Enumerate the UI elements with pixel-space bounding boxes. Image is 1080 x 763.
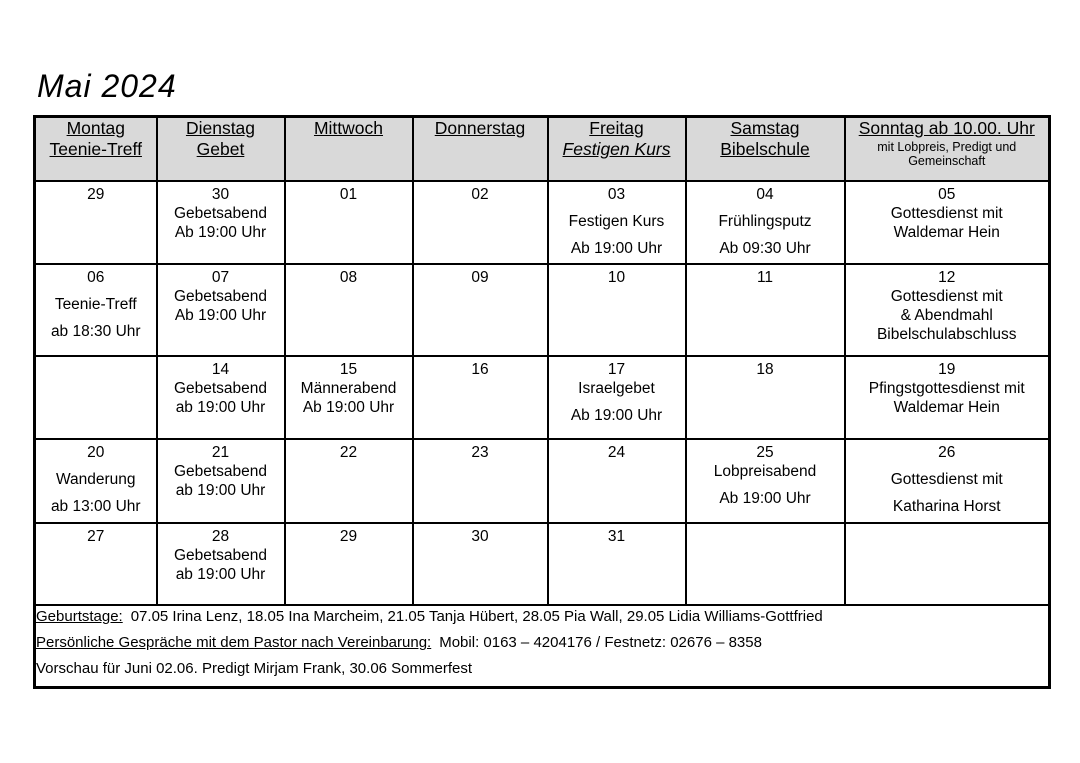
day-number: 06 bbox=[87, 269, 105, 286]
header-sonntag bbox=[845, 117, 1050, 182]
week-row bbox=[35, 439, 1050, 523]
day-cell bbox=[35, 264, 157, 356]
day-cell bbox=[285, 356, 413, 439]
day-number: 11 bbox=[756, 269, 774, 286]
header-montag bbox=[35, 117, 157, 182]
calendar-body bbox=[35, 181, 1050, 605]
day-number: 25 bbox=[756, 444, 774, 461]
day-number: 12 bbox=[938, 269, 956, 286]
day-number: 14 bbox=[211, 361, 230, 378]
week-row bbox=[35, 523, 1050, 605]
day-cell bbox=[157, 356, 285, 439]
day-number: 29 bbox=[339, 528, 358, 545]
june-preview-line: Vorschau für Juni 02.06. Predigt Mirjam Frank, 30.06 Sommerfest bbox=[36, 660, 473, 677]
weekday-sublabel: Festigen Kurs bbox=[562, 139, 671, 159]
week-row bbox=[35, 356, 1050, 439]
event-line: Israelgebet bbox=[578, 380, 655, 397]
event-spacer bbox=[549, 231, 685, 239]
day-number: 30 bbox=[471, 528, 489, 545]
day-number: 20 bbox=[87, 444, 105, 461]
day-cell bbox=[413, 264, 548, 356]
event-line: & Abendmahl bbox=[900, 307, 993, 324]
weekday-label: Samstag bbox=[730, 118, 800, 138]
weekday-label: Sonntag ab 10.00. Uhr bbox=[858, 118, 1035, 138]
event-line: Gottesdienst mit bbox=[890, 471, 1003, 488]
pastor-contact-label: Persönliche Gespräche mit dem Pastor nach Vereinbarung: bbox=[36, 634, 432, 651]
event-line: ab 13:00 Uhr bbox=[50, 498, 141, 515]
weekday-sublabel: mit Lobpreis, Predigt und Gemeinschaft bbox=[877, 140, 1017, 168]
event-line: ab 19:00 Uhr bbox=[175, 566, 266, 583]
event-line: Ab 09:30 Uhr bbox=[719, 240, 811, 257]
day-cell bbox=[413, 181, 548, 264]
day-cell bbox=[686, 264, 845, 356]
weekday-label: Donnerstag bbox=[434, 118, 526, 138]
event-line: Ab 19:00 Uhr bbox=[570, 407, 663, 424]
event-line: Gebetsabend bbox=[173, 205, 268, 222]
day-number: 05 bbox=[938, 186, 956, 203]
day-number: 30 bbox=[211, 186, 230, 203]
event-line: Gebetsabend bbox=[173, 288, 268, 305]
day-cell bbox=[157, 523, 285, 605]
event-line: Ab 19:00 Uhr bbox=[302, 399, 395, 416]
day-cell bbox=[686, 439, 845, 523]
day-number: 23 bbox=[471, 444, 489, 461]
day-cell bbox=[686, 356, 845, 439]
event-line: ab 18:30 Uhr bbox=[50, 323, 141, 340]
event-line: Teenie-Treff bbox=[54, 296, 137, 313]
event-line: Wanderung bbox=[55, 471, 136, 488]
event-spacer bbox=[549, 398, 685, 406]
event-line: Gebetsabend bbox=[173, 547, 268, 564]
day-number: 26 bbox=[938, 444, 956, 461]
event-line: Ab 19:00 Uhr bbox=[174, 307, 267, 324]
calendar-header-row bbox=[35, 117, 1050, 182]
day-cell bbox=[686, 181, 845, 264]
event-line: Waldemar Hein bbox=[893, 224, 1000, 241]
page-title: Mai 2024 bbox=[37, 68, 177, 104]
day-cell bbox=[285, 523, 413, 605]
weekday-sublabel: Bibelschule bbox=[720, 139, 810, 159]
day-number: 18 bbox=[756, 361, 774, 378]
day-cell bbox=[35, 181, 157, 264]
weekday-sublabel: Teenie-Treff bbox=[49, 139, 142, 159]
day-cell bbox=[285, 264, 413, 356]
day-cell bbox=[413, 356, 548, 439]
notes-cell bbox=[35, 605, 1050, 688]
event-spacer bbox=[846, 462, 1049, 470]
event-line: Gebetsabend bbox=[173, 463, 268, 480]
day-number: 17 bbox=[607, 361, 626, 378]
calendar-table bbox=[33, 115, 1051, 689]
weekday-label: Freitag bbox=[589, 118, 644, 138]
day-number: 29 bbox=[87, 186, 105, 203]
day-number: 02 bbox=[471, 186, 489, 203]
event-line: Ab 19:00 Uhr bbox=[719, 490, 811, 507]
header-dienstag bbox=[157, 117, 285, 182]
day-cell bbox=[35, 439, 157, 523]
event-line: Ab 19:00 Uhr bbox=[174, 224, 267, 241]
day-cell bbox=[845, 181, 1050, 264]
weekday-label: Dienstag bbox=[185, 118, 256, 138]
event-spacer bbox=[549, 204, 685, 212]
event-spacer bbox=[36, 314, 156, 322]
day-number: 24 bbox=[607, 444, 626, 461]
event-line: Ab 19:00 Uhr bbox=[570, 240, 663, 257]
day-cell bbox=[413, 523, 548, 605]
day-number: 07 bbox=[211, 269, 230, 286]
day-number: 31 bbox=[607, 528, 626, 545]
event-spacer bbox=[36, 462, 156, 470]
event-spacer bbox=[687, 481, 844, 489]
event-line: Lobpreisabend bbox=[713, 463, 817, 480]
day-cell bbox=[548, 439, 686, 523]
day-number: 03 bbox=[607, 186, 626, 203]
day-cell bbox=[548, 523, 686, 605]
day-number: 16 bbox=[471, 361, 489, 378]
day-cell bbox=[548, 356, 686, 439]
event-line: Waldemar Hein bbox=[893, 399, 1000, 416]
event-line: Gottesdienst mit bbox=[890, 205, 1003, 222]
day-number: 10 bbox=[607, 269, 626, 286]
weekday-sublabel: Gebet bbox=[196, 139, 245, 159]
day-number: 09 bbox=[471, 269, 489, 286]
birthdays-text: 07.05 Irina Lenz, 18.05 Ina Marcheim, 21.05 Tanja Hübert, 28.05 Pia Wall, 29.05 Lidia Williams-Gottfried bbox=[130, 608, 823, 625]
header-samstag bbox=[686, 117, 845, 182]
day-number: 27 bbox=[87, 528, 105, 545]
week-row bbox=[35, 181, 1050, 264]
day-cell bbox=[35, 356, 157, 439]
day-number: 08 bbox=[339, 269, 358, 286]
day-cell bbox=[845, 523, 1050, 605]
day-cell bbox=[548, 181, 686, 264]
header-freitag bbox=[548, 117, 686, 182]
weekday-label: Mittwoch bbox=[313, 118, 384, 138]
day-number: 04 bbox=[756, 186, 774, 203]
event-spacer bbox=[36, 489, 156, 497]
day-number: 19 bbox=[938, 361, 956, 378]
day-number: 22 bbox=[339, 444, 358, 461]
day-number: 01 bbox=[339, 186, 358, 203]
day-cell bbox=[285, 181, 413, 264]
week-row bbox=[35, 264, 1050, 356]
day-number bbox=[846, 524, 1049, 527]
day-cell bbox=[686, 523, 845, 605]
event-line: Frühlingsputz bbox=[718, 213, 812, 230]
day-cell bbox=[285, 439, 413, 523]
birthdays-line bbox=[36, 608, 1048, 625]
day-cell bbox=[548, 264, 686, 356]
day-number bbox=[36, 357, 156, 360]
day-cell bbox=[845, 439, 1050, 523]
day-cell bbox=[157, 264, 285, 356]
event-line: Bibelschulabschluss bbox=[876, 326, 1017, 343]
event-line: Gottesdienst mit bbox=[890, 288, 1003, 305]
weekday-label: Montag bbox=[66, 118, 125, 138]
event-spacer bbox=[687, 204, 844, 212]
header-donnerstag bbox=[413, 117, 548, 182]
pastor-contact-line bbox=[36, 634, 1048, 651]
pastor-contact-text: Mobil: 0163 – 4204176 / Festnetz: 02676 – 8358 bbox=[439, 634, 762, 651]
event-line: Festigen Kurs bbox=[568, 213, 665, 230]
birthdays-label: Geburtstage: bbox=[36, 608, 123, 625]
day-cell bbox=[157, 439, 285, 523]
day-number bbox=[687, 524, 844, 527]
day-cell bbox=[413, 439, 548, 523]
event-line: Männerabend bbox=[300, 380, 397, 397]
day-cell bbox=[35, 523, 157, 605]
event-line: ab 19:00 Uhr bbox=[175, 482, 266, 499]
event-spacer bbox=[36, 287, 156, 295]
event-line: ab 19:00 Uhr bbox=[175, 399, 266, 416]
event-spacer bbox=[846, 489, 1049, 497]
day-number: 21 bbox=[211, 444, 230, 461]
event-line: Katharina Horst bbox=[892, 498, 1001, 515]
day-cell bbox=[845, 264, 1050, 356]
day-number: 15 bbox=[339, 361, 358, 378]
day-cell bbox=[845, 356, 1050, 439]
event-line: Pfingstgottesdienst mit bbox=[868, 380, 1025, 397]
day-number: 28 bbox=[211, 528, 230, 545]
day-cell bbox=[157, 181, 285, 264]
event-spacer bbox=[687, 231, 844, 239]
header-mittwoch bbox=[285, 117, 413, 182]
event-line: Gebetsabend bbox=[173, 380, 268, 397]
calendar-footer bbox=[35, 605, 1050, 688]
